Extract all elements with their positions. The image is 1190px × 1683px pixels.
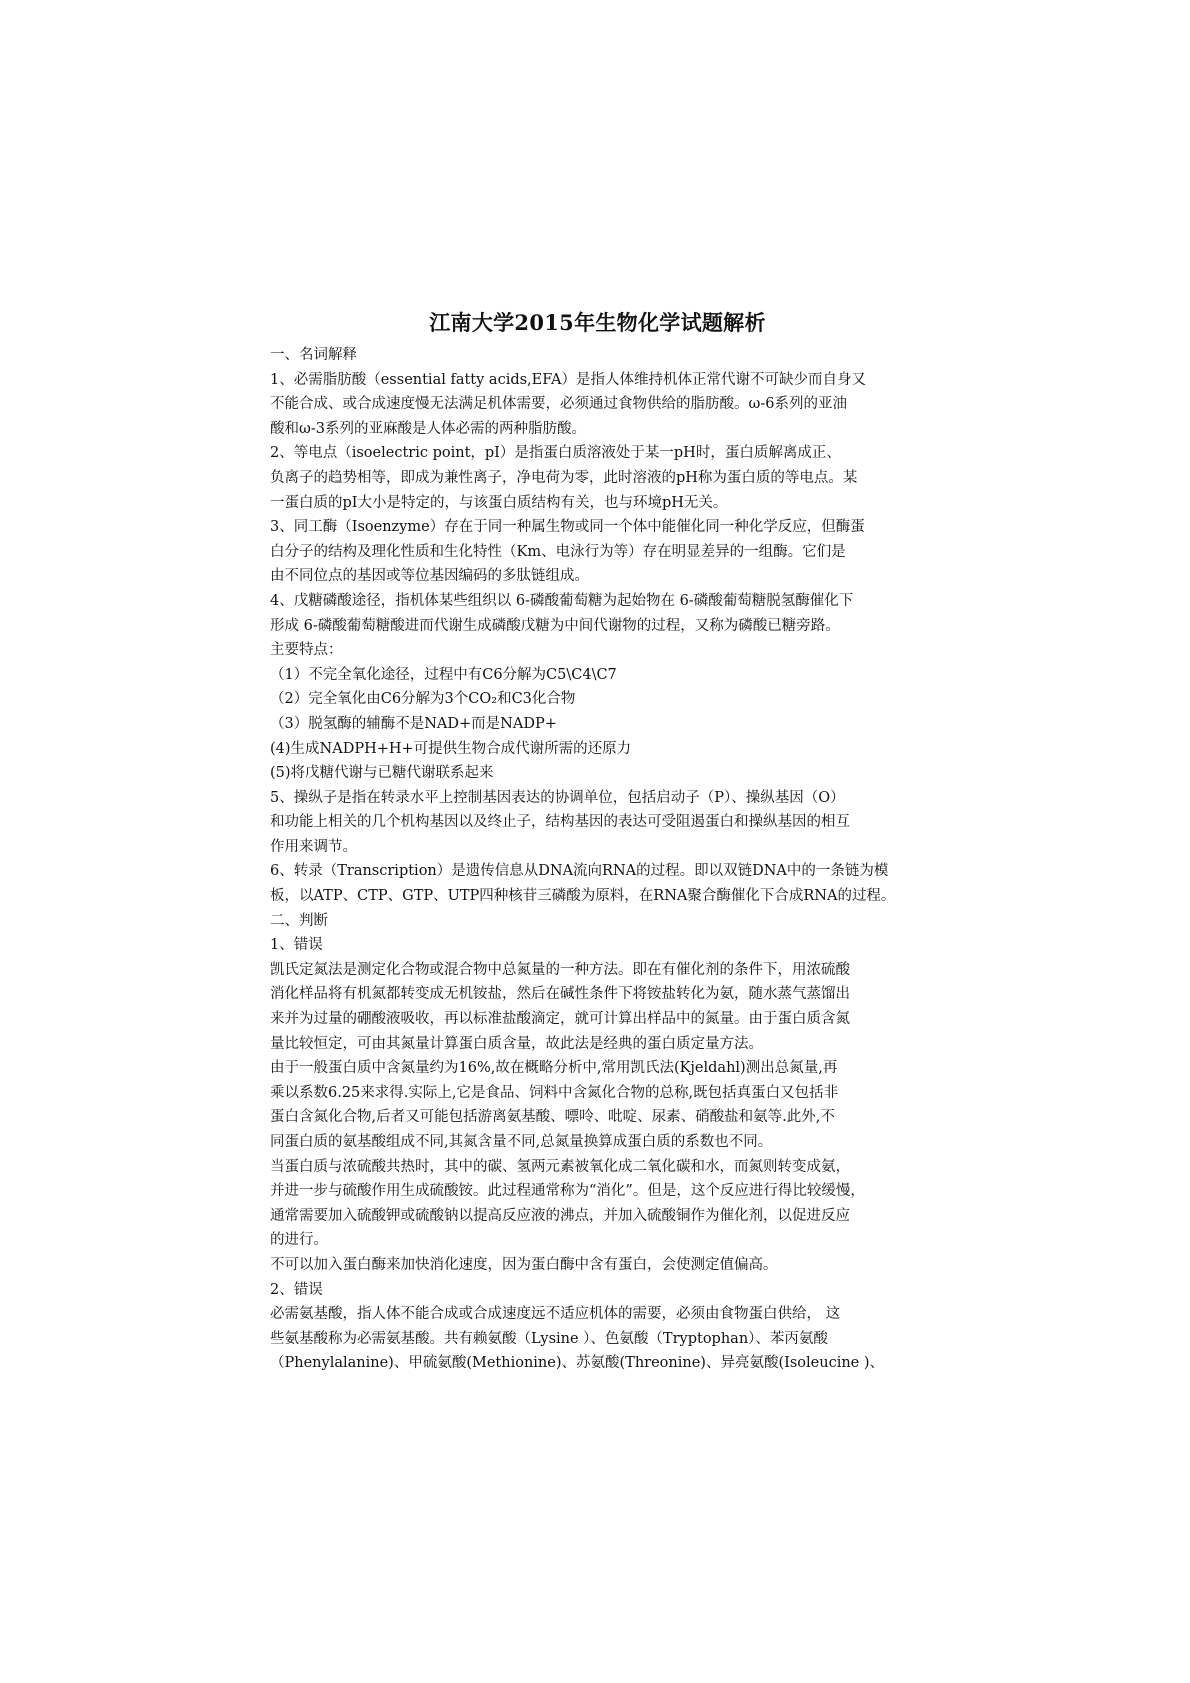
text-line: 由于一般蛋白质中含氮量约为16%,故在概略分析中,常用凯氏法(Kjeldahl)测出总氮量,再 bbox=[270, 1060, 838, 1077]
text-line: (4)生成NADPH+H+可提供生物合成代谢所需的还原力 bbox=[270, 740, 632, 757]
text-line: 同蛋白质的氨基酸组成不同,其氮含量不同,总氮量换算成蛋白质的系数也不同。 bbox=[270, 1134, 773, 1150]
text-line: 乘以系数6.25来求得.实际上,它是食品、饲料中含氮化合物的总称,既包括真蛋白又包括非 bbox=[270, 1084, 839, 1101]
text-line: 通常需要加入硫酸钾或硫酸钠以提高反应液的沸点，并加入硫酸铜作为催化剂，以促进反应 bbox=[270, 1207, 850, 1224]
document-title: 江南大学2015年生物化学试题解析 bbox=[429, 310, 766, 335]
text-line: （1）不完全氧化途径，过程中有C6分解为C5\C4\C7 bbox=[270, 666, 617, 683]
text-line: 一蛋白质的pI大小是特定的，与该蛋白质结构有关，也与环境pH无关。 bbox=[270, 494, 728, 511]
text-line: 二、判断 bbox=[270, 912, 328, 929]
text-line: 酸和ω-3系列的亚麻酸是人体必需的两种脂肪酸。 bbox=[270, 420, 586, 437]
document-page bbox=[270, 306, 925, 1376]
text-line: 6、转录（Transcription）是遗传信息从DNA流向RNA的过程。即以双链DNA中的一条链为模 bbox=[270, 863, 889, 880]
text-line: (5)将戊糖代谢与已糖代谢联系起来 bbox=[270, 765, 494, 782]
text-line: 凯氏定氮法是测定化合物或混合物中总氮量的一种方法。即在有催化剂的条件下，用浓硫酸 bbox=[270, 961, 850, 978]
text-line: 形成 6-磷酸葡萄糖酸进而代谢生成磷酸戊糖为中间代谢物的过程，又称为磷酸已糖旁路。 bbox=[270, 617, 840, 634]
text-line: 当蛋白质与浓硫酸共热时，其中的碳、氢两元素被氧化成二氧化碳和水，而氮则转变成氨， bbox=[270, 1158, 850, 1175]
text-line: 板，以ATP、CTP、GTP、UTP四种核苷三磷酸为原料，在RNA聚合酶催化下合成RNA的过程。 bbox=[270, 888, 896, 905]
text-line: 并进一步与硫酸作用生成硫酸铵。此过程通常称为“消化”。但是，这个反应进行得比较缓慢， bbox=[270, 1183, 865, 1200]
text-line: （3）脱氢酶的辅酶不是NAD+而是NADP+ bbox=[270, 715, 557, 732]
text-line: 不能合成、或合成速度慢无法满足机体需要，必须通过食物供给的脂肪酸。ω-6系列的亚油 bbox=[270, 396, 847, 413]
text-line: 由不同位点的基因或等位基因编码的多肽链组成。 bbox=[270, 568, 589, 585]
text-line: 量比较恒定，可由其氮量计算蛋白质含量，故此法是经典的蛋白质定量方法。 bbox=[270, 1035, 763, 1052]
text-line: 5、操纵子是指在转录水平上控制基因表达的协调单位，包括启动子（P）、操纵基因（O） bbox=[270, 789, 845, 806]
text-line: 4、戊糖磷酸途径，指机体某些组织以 6-磷酸葡萄糖为起始物在 6-磷酸葡萄糖脱氢酶催化下 bbox=[270, 592, 854, 609]
text-line: 蛋白含氮化合物,后者又可能包括游离氨基酸、嘌呤、吡啶、尿素、硝酸盐和氨等.此外,不 bbox=[270, 1109, 835, 1126]
text-line: 不可以加入蛋白酶来加快消化速度，因为蛋白酶中含有蛋白，会使测定值偏高。 bbox=[270, 1256, 778, 1273]
text-line: 来并为过量的硼酸液吸收，再以标准盐酸滴定，就可计算出样品中的氮量。由于蛋白质含氮 bbox=[270, 1011, 850, 1028]
text-line: 和功能上相关的几个机构基因以及终止子，结构基因的表达可受阻遏蛋白和操纵基因的相互 bbox=[270, 814, 850, 831]
text-line: （Phenylalanine)、甲硫氨酸(Methionine)、苏氨酸(Threonine)、异亮氨酸(Isoleucine )、 bbox=[270, 1355, 885, 1372]
text-line: 白分子的结构及理化性质和生化特性（Km、电泳行为等）存在明显差异的一组酶。它们是 bbox=[270, 543, 846, 560]
text-line: （2）完全氧化由C6分解为3个CO₂和C3化合物 bbox=[270, 691, 576, 708]
text-line: 作用来调节。 bbox=[270, 838, 357, 855]
text-line: 主要特点： bbox=[270, 642, 343, 659]
text-line: 2、错误 bbox=[270, 1281, 323, 1298]
text-line: 1、必需脂肪酸（essential fatty acids,EFA）是指人体维持机体正常代谢不可缺少而自身又 bbox=[270, 371, 867, 388]
text-line: 1、错误 bbox=[270, 937, 323, 954]
text-line: 2、等电点（isoelectric point，pI）是指蛋白质溶液处于某一pH时，蛋白质解离成正、 bbox=[270, 445, 841, 462]
text-line: 3、同工酶（Isoenzyme）存在于同一种属生物或同一个体中能催化同一种化学反应，但酶蛋 bbox=[270, 519, 865, 536]
text-line: 负离子的趋势相等，即成为兼性离子，净电荷为零，此时溶液的pH称为蛋白质的等电点。某 bbox=[270, 469, 858, 486]
text-line: 一、名词解释 bbox=[270, 347, 357, 363]
text-line: 些氨基酸称为必需氨基酸。共有赖氨酸（Lysine ）、色氨酸（Tryptophan）、苯丙氨酸 bbox=[270, 1330, 828, 1347]
text-line: 消化样品将有机氮都转变成无机铵盐，然后在碱性条件下将铵盐转化为氨，随水蒸气蒸馏出 bbox=[270, 986, 850, 1003]
text-line: 的进行。 bbox=[270, 1232, 328, 1249]
text-line: 必需氨基酸，指人体不能合成或合成速度远不适应机体的需要，必须由食物蛋白供给， 这 bbox=[270, 1306, 841, 1323]
document-body bbox=[270, 343, 925, 1376]
